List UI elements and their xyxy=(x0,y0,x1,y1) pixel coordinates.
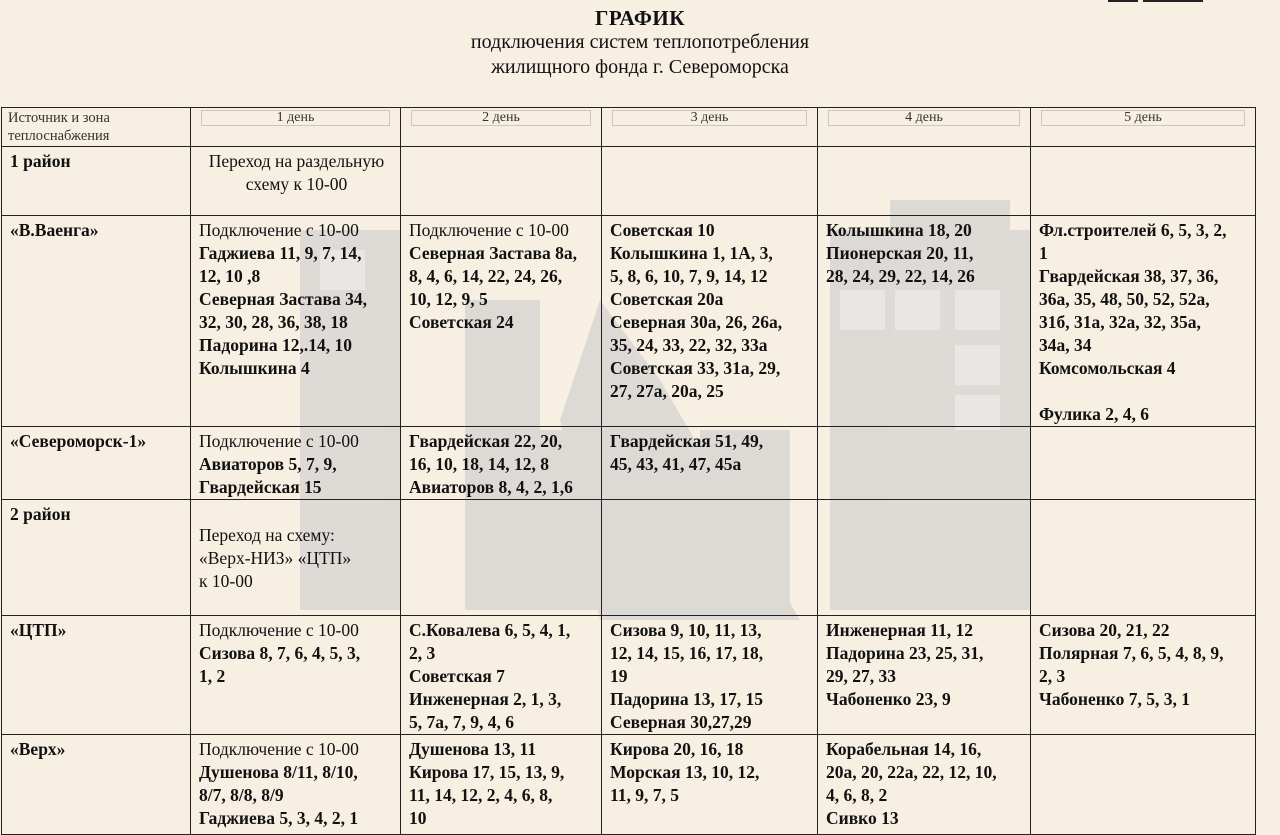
table-row-severomorsk-1 xyxy=(2,427,1256,500)
day1-cell: Подключение с 10-00 Сизова 8, 7, 6, 4, 5, 3, 1, 2 xyxy=(191,616,401,735)
day2-cell: С.Ковалева 6, 5, 4, 1, 2, 3 Советская 7 Инженерная 2, 1, 3, 5, 7а, 7, 9, 4, 6 xyxy=(401,616,602,735)
top-rule-left xyxy=(1108,0,1138,2)
day2-cell: Подключение с 10-00 Северная Застава 8а, 8, 4, 6, 14, 22, 24, 26, 10, 12, 9, 5 Советская 24 xyxy=(401,216,602,427)
day1-cell: Подключение с 10-00 Гаджиева 11, 9, 7, 14, 12, 10 ,8 Северная Застава 34, 32, 30, 28, 36, 38, 18 Падорина 12,.14, 10 Колышкина 4 xyxy=(191,216,401,427)
day3-cell: Советская 10 Колышкина 1, 1А, 3, 5, 8, 6, 10, 7, 9, 14, 12 Советская 20а Северная 30а, 26, 26а, 35, 24, 33, 22, 32, 33а Советская 33, 31а, 29, 27, 27а, 20а, 25 xyxy=(602,216,818,427)
day2-cell xyxy=(401,500,602,616)
day4-cell xyxy=(818,427,1031,500)
col-header-day2: 2 день xyxy=(401,108,602,147)
day3-cell: Сизова 9, 10, 11, 13, 12, 14, 15, 16, 17, 18, 19 Падорина 13, 17, 15 Северная 30,27,29 xyxy=(602,616,818,735)
day2-cell: Гвардейская 22, 20, 16, 10, 18, 14, 12, 8 Авиаторов 8, 4, 2, 1,6 xyxy=(401,427,602,500)
day3-cell: Кирова 20, 16, 18 Морская 13, 10, 12, 11, 9, 7, 5 xyxy=(602,735,818,835)
day1-cell: Подключение с 10-00 Душенова 8/11, 8/10, 8/7, 8/8, 8/9 Гаджиева 5, 3, 4, 2, 1 xyxy=(191,735,401,835)
table-header-row xyxy=(2,108,1256,147)
day5-cell xyxy=(1031,427,1256,500)
day4-cell xyxy=(818,147,1031,216)
day5-cell xyxy=(1031,500,1256,616)
day1-cell: Подключение с 10-00 Авиаторов 5, 7, 9, Гвардейская 15 xyxy=(191,427,401,500)
zone-cell: «Верх» xyxy=(2,735,191,835)
col-header-source: Источник и зона теплоснабжения xyxy=(2,108,191,147)
page-title: ГРАФИК xyxy=(595,6,685,30)
day3-cell xyxy=(602,500,818,616)
page-subtitle-line1: подключения систем теплопотребления xyxy=(470,31,810,53)
table-row-v-vaenga xyxy=(2,216,1256,427)
zone-cell: «ЦТП» xyxy=(2,616,191,735)
top-rule-right xyxy=(1143,0,1203,2)
day1-cell: Переход на раздельную схему к 10-00 xyxy=(191,147,401,216)
zone-cell: «Североморск-1» xyxy=(2,427,191,500)
day2-cell xyxy=(401,147,602,216)
table-row-ctp xyxy=(2,616,1256,735)
day5-cell: Фл.строителей 6, 5, 3, 2, 1 Гвардейская 38, 37, 36, 36а, 35, 48, 50, 52, 52а, 31б, 31а, 32а, 32, 35а, 34а, 34 Комсомольская 4 Фулика 2, 4, 6 xyxy=(1031,216,1256,427)
col-header-day3: 3 день xyxy=(602,108,818,147)
table-row-district-1 xyxy=(2,147,1256,216)
page-subtitle-line2: жилищного фонда г. Североморска xyxy=(491,56,789,78)
day5-cell xyxy=(1031,147,1256,216)
day5-cell: Сизова 20, 21, 22 Полярная 7, 6, 5, 4, 8, 9, 2, 3 Чабоненко 7, 5, 3, 1 xyxy=(1031,616,1256,735)
zone-cell: «В.Ваенга» xyxy=(2,216,191,427)
day3-cell xyxy=(602,147,818,216)
zone-cell: 1 район xyxy=(2,147,191,216)
day2-cell: Душенова 13, 11 Кирова 17, 15, 13, 9, 11, 14, 12, 2, 4, 6, 8, 10 xyxy=(401,735,602,835)
col-header-day5: 5 день xyxy=(1031,108,1256,147)
schedule-table xyxy=(1,107,1256,835)
col-header-day4: 4 день xyxy=(818,108,1031,147)
day4-cell: Корабельная 14, 16, 20а, 20, 22а, 22, 12, 10, 4, 6, 8, 2 Сивко 13 xyxy=(818,735,1031,835)
day1-cell: Переход на схему: «Верх-НИЗ» «ЦТП» к 10-00 xyxy=(191,500,401,616)
zone-cell: 2 район xyxy=(2,500,191,616)
header xyxy=(0,6,1280,80)
col-header-day1: 1 день xyxy=(191,108,401,147)
day4-cell xyxy=(818,500,1031,616)
table-row-district-2 xyxy=(2,500,1256,616)
day4-cell: Инженерная 11, 12 Падорина 23, 25, 31, 29, 27, 33 Чабоненко 23, 9 xyxy=(818,616,1031,735)
day4-cell: Колышкина 18, 20 Пионерская 20, 11, 28, 24, 29, 22, 14, 26 xyxy=(818,216,1031,427)
day3-cell: Гвардейская 51, 49, 45, 43, 41, 47, 45а xyxy=(602,427,818,500)
